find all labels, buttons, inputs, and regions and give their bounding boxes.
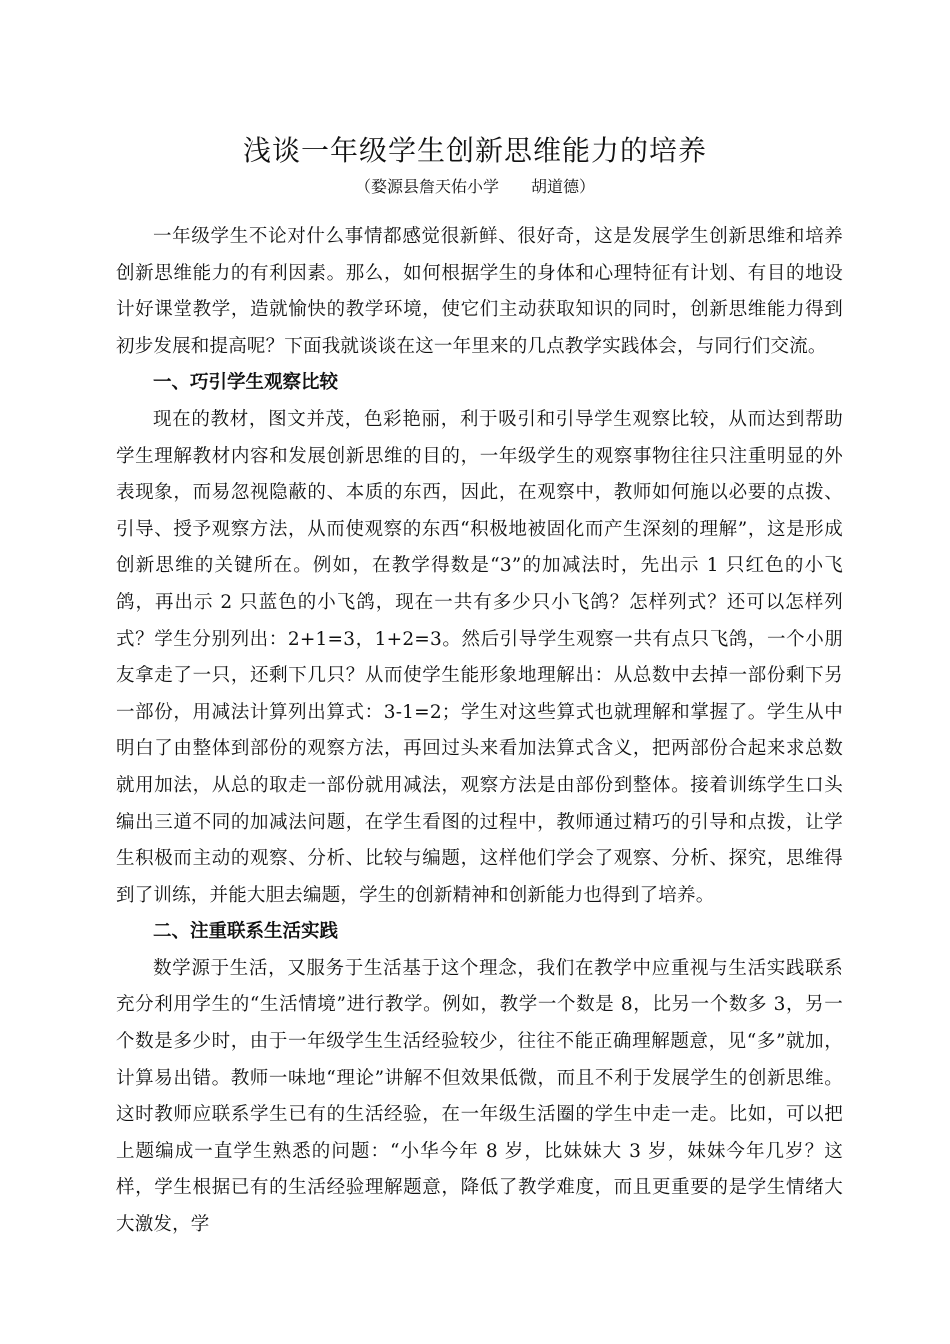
page-title: 浅谈一年级学生创新思维能力的培养 — [242, 134, 707, 167]
author-byline: （婺源县詹天佑小学 胡道德） — [354, 177, 595, 196]
article-body — [116, 219, 843, 1244]
section-1-paragraph: 现在的教材，图文并茂，色彩艳丽，利于吸引和引导学生观察比较，从而达到帮助学生理解教材内容和发展创新思维的目的，一年级学生的观察事物往往只注重明显的外表现象，而易忽视隐蔽的、本质的东西，因此，在观察中，教师如何施以必要的点拨、引导、授予观察方法，从而使观察的东西“积极地被固化而产生深刻的理解”，这是形成创新思维的关键所在。例如，在教学得数是“3”的加减法时，先出示 1 只红色的小飞鸽，再出示 2 只蓝色的小飞鸽，现在一共有多少只小飞鸽？怎样列式？还可以怎样列式？学生分别列出：2+1=3，1+2=3。然后引导学生观察一共有点只飞鸽，一个小朋友拿走了一只，还剩下几只？从而使学生能形象地理解出：从总数中去掉一部份剩下另一部份，用减法计算列出算式：3-1=2；学生对这些算式也就理解和掌握了。学生从中明白了由整体到部份的观察方法，再回过头来看加法算式含义，把两部份合起来求总数就用加法，从总的取走一部份就用减法，观察方法是由部份到整体。接着训练学生口头编出三道不同的加减法问题，在学生看图的过程中，教师通过精巧的引导和点拨，让学生积极而主动的观察、分析、比较与编题，这样他们学会了观察、分析、探究，思维得到了训练，并能大胆去编题，学生的创新精神和创新能力也得到了培养。 — [116, 408, 843, 906]
section-2-paragraph: 数学源于生活，又服务于生活基于这个理念，我们在教学中应重视与生活实践联系充分利用学生的“生活情境”进行教学。例如，教学一个数是 8，比另一个数多 3，另一个数是多少时，由于一年级学生生活经验较少，往往不能正确理解题意，见“多”就加，计算易出错。教师一味地“理论”讲解不但效果低微，而且不利于发展学生的创新思维。这时教师应联系学生已有的生活经验，在一年级生活圈的学生中走一走。比如，可以把上题编成一直学生熟悉的问题：“小华今年 8 岁，比妹妹大 3 岁，妹妹今年几岁？这样，学生根据已有的生活经验理解题意，降低了教学难度，而且更重要的是学生情绪大大激发，学 — [116, 957, 843, 1236]
intro-paragraph: 一年级学生不论对什么事情都感觉很新鲜、很好奇，这是发展学生创新思维和培养创新思维能力的有利因素。那么，如何根据学生的身体和心理特征有计划、有目的地设计好课堂教学，造就愉快的教学环境，使它们主动获取知识的同时，创新思维能力得到初步发展和提高呢？下面我就谈谈在这一年里来的几点教学实践体会，与同行们交流。 — [116, 226, 843, 357]
section-heading-1: 一、巧引学生观察比较 — [153, 372, 339, 394]
section-heading-2: 二、注重联系生活实践 — [153, 921, 339, 943]
